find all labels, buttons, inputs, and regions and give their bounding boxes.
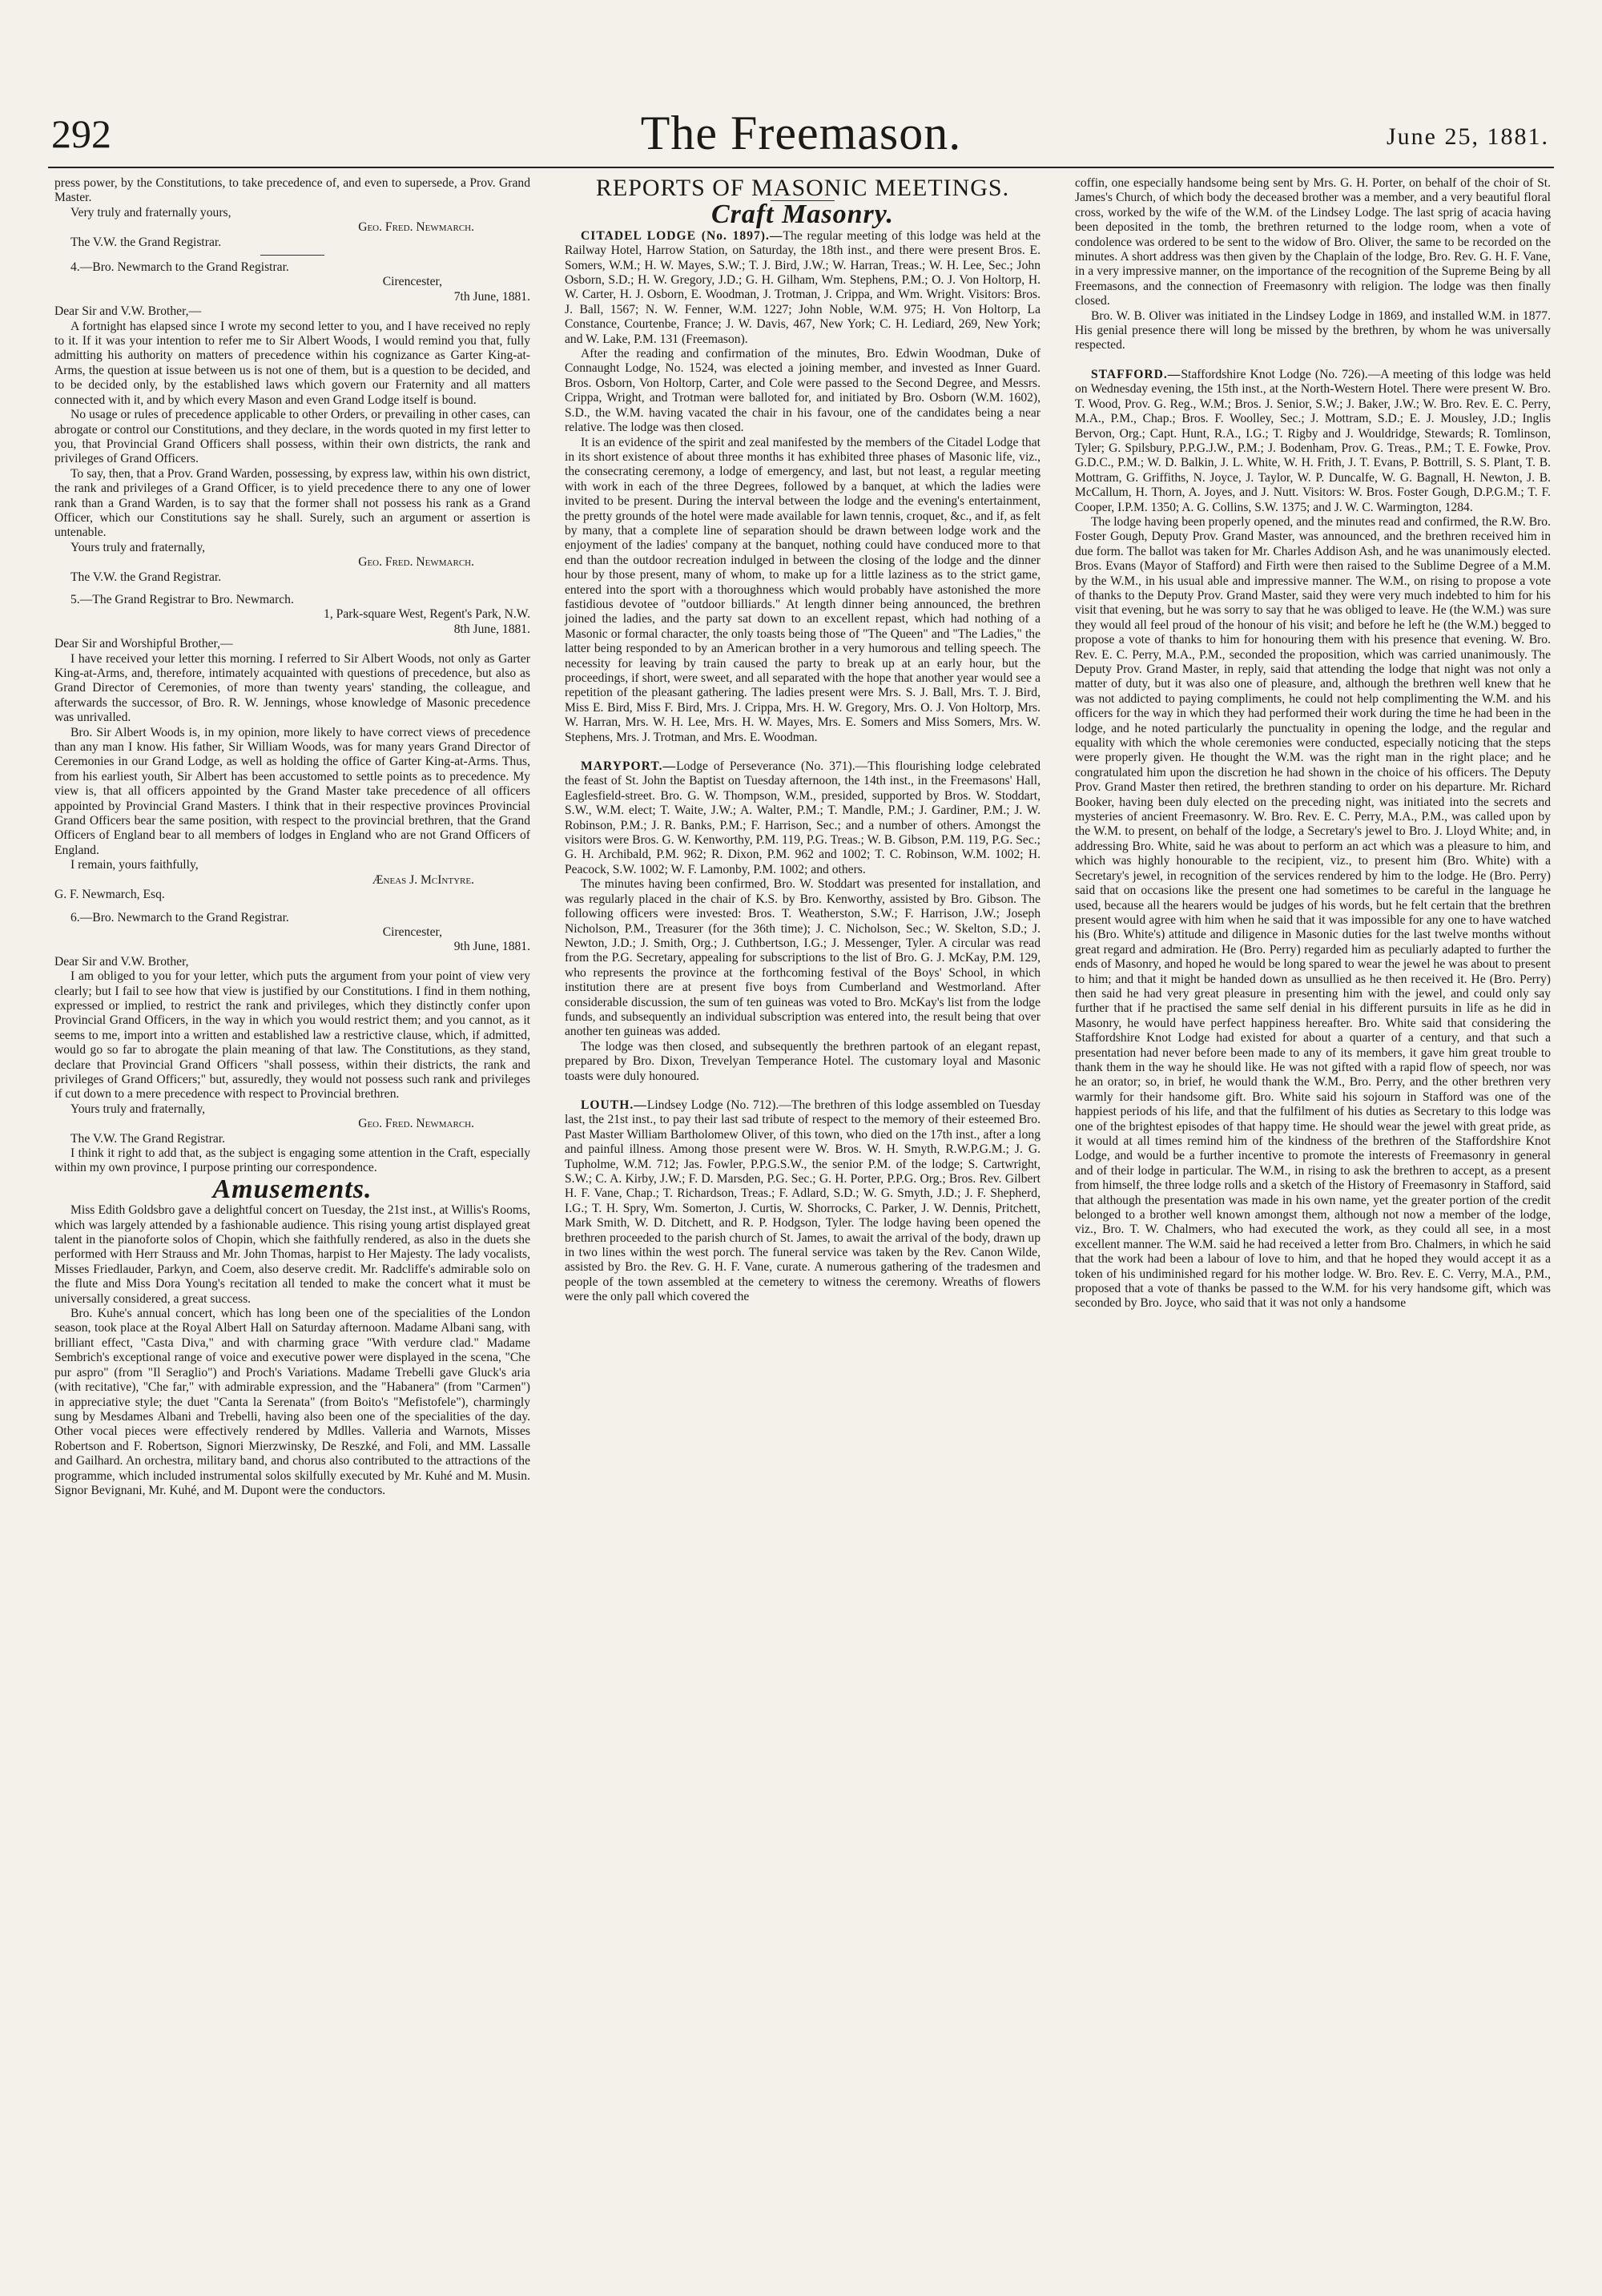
letter-close: I remain, yours faithfully,	[70, 858, 199, 872]
addressee: The V.W. the Grand Registrar.	[70, 235, 222, 249]
report-heading: STAFFORD.—	[1091, 367, 1181, 381]
letter-heading: 5.—The Grand Registrar to Bro. Newmarch.	[70, 592, 294, 606]
paragraph: Bro. W. B. Oliver was initiated in the Lindsey Lodge in 1869, and installed W.M. in 1877. His genial presence there will long be missed by the brethren, by whom he was universally respected.	[1075, 308, 1551, 352]
paragraph: Very truly and fraternally yours,	[70, 205, 231, 220]
report-text: Staffordshire Knot Lodge (No. 726).—A meeting of this lodge was held on Wednesday evening, the 15th inst., at the North-Western Hotel. There were present W. Bro. T. Wood, Prov. G. Reg., W.M.; Bros. J. Senior, S.W.; J. Baker, J.W.; W. Bro. Rev. E. C. Perry, M.A., P.M., Chap.; Bros. F. Woolley, Sec.; J. Mottram, S.D.; E. J. Mousley, J.D.; Inglis Bervon, Org.; Capt. Hunt, R.A., I.G.; T. Rigby and J. Wouldridge, Stewards; R. Tomlinson, Tyler; G. Spilsbury, P.P.G.J.W., P.M.; J. Bodenham, Prov. G. Treas., P.M.; T. E. Fowke, Prov. G.D.C., P.M.; W. D. Balkin, J. L. White, W. H. Frith, J. T. Evans, P. Bottrill, S. S. Plant, T. B. Mottram, G. Griffiths, N. Joyce, J. Taylor, W. P. Duncalfe, W. G. Bagnall, H. Newton, J. B. McCallum, H. Thorn, A. Joyes, and J. Nutt. Visitors: W. Bros. Foster Gough, D.P.G.M.; T. F. Cooper, I.P.M. 1350; A. G. Collins, S.W. 1375; and J. W. C. Warmington, 1284.	[1075, 367, 1551, 514]
spacer	[54, 585, 530, 593]
letter-place: Cirencester,	[382, 275, 442, 289]
addressee: The V.W. the Grand Registrar.	[70, 570, 222, 584]
page-number: 292	[51, 111, 111, 156]
paragraph: No usage or rules of precedence applicable to other Orders, or prevailing in other cases, can abrogate or control our Constitutions, and they declare, in the words quoted in my first letter to you, that Provincial Grand Officers shall possess, within their own districts, the rank and privileges of Grand Officers.	[54, 408, 530, 466]
signature: Æneas J. McIntyre.	[372, 872, 474, 887]
paragraph: The minutes having been confirmed, Bro. W. Stoddart was presented for installation, and was regularly placed in the chair of K.S. by Bro. Kenworthy, assisted by Bro. Gibson. The following officers were invested: Bros. T. Weatherston, S.W.; F. Harrison, J.W.; Joseph Nicholson, P.M., Treasurer (for the 36th time); J. C. Nicholson, Sec.; W. Skelton, S.D.; J. Newton, J.D.; J. Smith, Org.; J. Cuthbertson, I.G.; J. Messenger, Tyler. A circular was read from the P.G. Secretary, appealing for subscriptions to the list of Bro. G. J. McKay, P.M. 129, who represents the province at the forthcoming festival of the Boys' School, in which institution there are at present five boys from Cumberland and Westmorland. After considerable discussion, the sum of ten guineas was voted to Bro. McKay's list from the lodge funds, and subsequently an individual subscription was entered into, the result being that over another ten guineas was added.	[565, 877, 1040, 1039]
report-heading: CITADEL LODGE (No. 1897).—	[581, 228, 783, 243]
spacer	[565, 1084, 1040, 1098]
letter-close: Yours truly and fraternally,	[70, 540, 206, 554]
addressee: G. F. Newmarch, Esq.	[54, 888, 165, 902]
signature: Geo. Fred. Newmarch.	[358, 220, 474, 235]
newspaper-title: The Freemason.	[640, 107, 962, 159]
paragraph: I think it right to add that, as the subject is engaging some attention in the Craft, especially within my own province, I purpose printing our correspondence.	[54, 1146, 530, 1175]
paragraph: It is an evidence of the spirit and zeal manifested by the members of the Citadel Lodge that in its short existence of about three months it has exhibited three phases of Masonic life, viz., the consecrating ceremony, a lodge of emergency, and last, but not least, a regular meeting with work in each of the three Degrees, followed by a banquet, at which the ladies were invited to be present. During the interval between the lodge and the evening's entertainment, the pretty grounds of the hotel were made available for lawn tennis, croquet, &c., and if, as felt by many, that a complete line of separation should be drawn between lodge work and the enjoyment of the ladies' company at the banquet, nothing could have conduced more to that end than the outdoor recreation indulged in between the closing of the lodge and the dinner hour by those present, many of whom, to make up for a little laziness as to the strict game, entered into the sport with a thoroughness which would probably have astonished the more fastidious devotee of "outdoor billiards." At length dinner being announced, the brethren joined the ladies, and the party sat down to an excellent repast, which had nothing of a Masonic or formal character, the only toasts being those of "The Queen" and "The Ladies," the latter being responded to by an American brother in a very humorous and telling speech. The necessity for leaving by train caused the party to break up at an early hour, but the proceedings, if short, were sweet, and all separated with the hope that another year would see a repetition of the pleasant gathering. The ladies present were Mrs. S. J. Ball, Mrs. T. J. Bird, Miss E. Bird, Miss F. Bird, Mrs. J. Crippa, Mrs. H. W. Gregory, Mrs. O. J. Von Holtorp, Mrs. W. Harran, Mrs. W. H. Lee, Mrs. H. W. Mayes, Mrs. E. Somers and Miss Somers, Mrs. W. Stephens, Mrs. J. Trotman, and Mrs. E. Woodman.	[565, 435, 1040, 744]
section-heading-amusements: Amusements.	[212, 1174, 372, 1204]
spacer	[54, 903, 530, 911]
letter-place: Cirencester,	[382, 924, 442, 939]
paragraph: A fortnight has elapsed since I wrote my second letter to you, and I have received no reply to it. If it was your intention to refer me to Sir Albert Woods, I would remind you that, fully admitting his authority on matters of precedence within his cognizance as Garter King-at-Arms, the question at issue between us is not one of them, but is a question to be decided, and to be decided only, by the established laws which govern our Fraternity and all matters connected with it, and by which every Mason and even Grand Lodge itself is bound.	[54, 319, 530, 407]
letter-date: 8th June, 1881.	[453, 622, 530, 636]
paragraph: I have received your letter this morning. I referred to Sir Albert Woods, not only as Garter King-at-Arms, and, therefore, intimately acquainted with questions of precedence, but also as Grand Director of Ceremonies, of more than twenty years' standing, the colleague, and afterwards the successor, of Bro. R. W. Jennings, whose knowledge of Masonic precedence was unrivalled.	[54, 651, 530, 725]
column-1	[54, 176, 530, 1498]
letter-salutation: Dear Sir and V.W. Brother,	[54, 954, 189, 969]
report-text: Lindsey Lodge (No. 712).—The brethren of this lodge assembled on Tuesday last, the 21st inst., to pay their last sad tribute of respect to the memory of their esteemed Bro. Past Master William Bartholomew Oliver, of this town, who died on the 17th inst., after a long and painful illness. Among those present were W. Bros. W. H. Smyth, R.W.P.G.M.; J. G. Tupholme, W.M. 712; Jas. Fowler, P.P.G.S.W., the senior P.M. of the lodge; S. Cartwright, S.W.; C. A. Kirby, J.W.; F. D. Marsden, P.G. Sec.; G. H. Porter, P.P.G. Org.; Bros. Rev. Gilbert H. F. Vane, Chap.; T. Richardson, Treas.; F. Adlard, S.D.; W. G. Smyth, J.D.; J. F. Shepherd, I.G.; T. H. Spry, Wm. Somerton, J. Curtis, W. Shorrocks, C. Parker, J. W. Dennis, Pritchett, Mark Smith, W. D. Ditchett, and R. P. Hodgson, Tyler. The lodge having been opened the brethren proceeded to the parish church of St. James, to await the arrival of the body, drawn up in two lines within the west porch. The funeral service was taken by the Rev. Canon Wilde, assisted by Bro. the Rev. G. H. F. Vane, curate. A numerous gathering of the tradesmen and people of the town assembled at the cemetery to witness the ceremony. Wreaths of flowers were the only pall which covered the	[565, 1098, 1040, 1304]
letter-heading: 4.—Bro. Newmarch to the Grand Registrar.	[70, 260, 289, 275]
paragraph: Miss Edith Goldsbro gave a delightful concert on Tuesday, the 21st inst., at Willis's Rooms, which was largely attended by a fashionable audience. This rising young artist displayed great talent in the pianoforte solos of Chopin, which she faithfully rendered, as also in the duets she performed with Herr Strauss and Mr. John Thomas, harpist to Her Majesty. The lady vocalists, Misses Friedlauder, Parkyn, and Coem, also deserve credit. Mr. Radcliffe's admirable solo on the flute and Miss Dora Young's recitation all tended to make the concert what it must be universally considered, a great success.	[54, 1203, 530, 1306]
letter-date: 9th June, 1881.	[453, 940, 530, 954]
report-text: Lodge of Perseverance (No. 371).—This flourishing lodge celebrated the feast of St. John the Baptist on Tuesday afternoon, the 14th inst., in the Freemasons' Hall, Eaglesfield-street. Bro. G. W. Thompson, W.M., presided, supported by Bros. W. Stoddart, S.W., W.M. elect; T. Waite, J.W.; A. Walter, P.M.; T. Mandle, P.M.; J. Gardiner, P.M.; J. W. Robinson, P.M.; J. R. Banks, P.M.; F. Harrison, Sec.; and a number of others. Amongst the visitors were Bros. G. W. Kenworthy, P.M. 119, P.G. Treas.; W. B. Gibson, P.M. 119, P.G. Sec.; G. H. Archibald, P.M. 962; R. Dixon, P.M. 962 and 1002; T. C. Robinson, W.M. 1002; H. Peacock, S.W. 1002; W. F. Lamonby, P.M. 1002; and others.	[565, 759, 1040, 876]
signature: Geo. Fred. Newmarch.	[358, 1117, 474, 1131]
paragraph: To say, then, that a Prov. Grand Warden, possessing, by express law, within his own district, the rank and privileges of a Grand Officer, is to yield precedence there to any one of lower rank than a Grand Warden, is to say that the former shall not possess his rank as a Grand Officer, which our Constitutions say he shall. Surely, such an argument or assertion is untenable.	[54, 466, 530, 540]
paragraph: coffin, one especially handsome being sent by Mrs. G. H. Porter, on behalf of the choir of St. James's Church, of which body the deceased brother was a member, and a very beautiful floral cross, worked by the wife of the W.M. of the Lindsey Lodge. The last sprig of acacia having been deposited in the tomb, the brethren returned to the lodge room, when a vote of condolence was ordered to be sent to the widow of Bro. Oliver, the same to be recorded on the minutes. A short address was then given by the Chaplain of the lodge, Bro. Rev. G. H. F. Vane, in a very impressive manner, on the importance of the recognition of the Supreme Being by all Freemasons, and the connection of Freemasonry with religion. The lodge was then finally closed.	[1075, 176, 1551, 308]
paragraph: Bro. Sir Albert Woods is, in my opinion, more likely to have correct views of precedence than any man I know. His father, Sir William Woods, was for many years Grand Director of Ceremonies in our Grand Lodge, as well as holding the office of Garter King-at-Arms. Thus, from his earliest youth, Sir Albert has been accustomed to settle points as to precedence. My view is, that all officers appointed by the Grand Master take precedence of all officers appointed by Provincial Grand Masters. I think that in their respective provinces Provincial Grand Officers bear the same position, with respect to the provincial brethren, that the Grand Officers of England bear to all members of lodges in England who are not Grand Officers of England.	[54, 725, 530, 857]
masthead	[48, 103, 1554, 168]
column-2	[565, 176, 1040, 1305]
issue-date: June 25, 1881.	[1387, 123, 1549, 150]
column-3	[1075, 176, 1551, 1311]
letter-heading: 6.—Bro. Newmarch to the Grand Registrar.	[70, 910, 289, 924]
report-heading: MARYPORT.—	[581, 759, 677, 774]
report-heading: LOUTH.—	[581, 1098, 647, 1112]
letter-salutation: Dear Sir and Worshipful Brother,—	[54, 637, 233, 651]
report-paragraph	[565, 1098, 1040, 1305]
paragraph: press power, by the Constitutions, to take precedence of, and even to supersede, a Prov. Grand Master.	[54, 176, 530, 205]
letter-date: 7th June, 1881.	[453, 289, 530, 304]
section-heading-craft: Craft Masonry.	[710, 199, 895, 230]
report-paragraph	[565, 229, 1040, 347]
paragraph: The lodge was then closed, and subsequently the brethren partook of an elegant repast, prepared by Bro. Dixon, Trevelyan Temperance Hotel. The customary loyal and Masonic toasts were duly honoured.	[565, 1039, 1040, 1083]
section-heading-reports: REPORTS OF MASONIC MEETINGS.	[595, 175, 1010, 201]
divider	[260, 255, 324, 256]
letter-place: 1, Park-square West, Regent's Park, N.W.	[324, 607, 530, 622]
report-paragraph	[565, 759, 1040, 877]
signature: Geo. Fred. Newmarch.	[358, 555, 474, 570]
report-paragraph	[1075, 368, 1551, 515]
paragraph: I am obliged to you for your letter, which puts the argument from your point of view very clearly; but I fail to see how that view is justified by our Constitutions. I find in them nothing, expressed or implied, to restrict the rank and privileges, which they distinctly confer upon Provincial Grand Officers, in the way in which you would restrict them; and you cannot, as it seems to me, import into a written and established law a restrictive clause, which, if admitted, would go so far to abrogate the plain meaning of that law. The Constitutions, as they stand, declare that Provincial Grand Officers "shall possess, within their districts, the rank and privileges of Grand Officers;" but, assuredly, they would not possess such rank and privileges if cut down to a mere precedence with respect to Provincial brethren.	[54, 969, 530, 1102]
addressee: The V.W. The Grand Registrar.	[70, 1131, 226, 1146]
paragraph: After the reading and confirmation of the minutes, Bro. Edwin Woodman, Duke of Connaught Lodge, No. 1524, was elected a joining member, and invested as Inner Guard. Bros. Osborn, Von Holtorp, Carter, and Cole were passed to the Second Degree, and Messrs. Crippa, Wright, and Trotman were balloted for, and initiated by Bro. Osborn (W.M. 1602), S.D., the W.M. having vacated the chair in his favour, one of the candidates being a near relative. The lodge was then closed.	[565, 347, 1040, 435]
letter-salutation: Dear Sir and V.W. Brother,—	[54, 304, 202, 319]
spacer	[565, 745, 1040, 759]
paragraph: Bro. Kuhe's annual concert, which has long been one of the specialities of the London season, took place at the Royal Albert Hall on Saturday afternoon. Madame Albani sang, with brilliant effect, "Casta Diva," and with charming grace "With verdure clad." Madame Sembrich's exceptional range of voice and executive power were displayed in the scena, "Che pur aspro" (from "Il Seraglio") and Proch's Variations. Madame Trebelli gave Gluck's aria (with recitative), "Che far," with admirable expression, and the "Habanera" (from "Carmen") in appreciative style; the duet "Canta la Serenata" (from Boito's "Mefistofele"), charmingly sung by Mesdames Albani and Trebelli, having also been one of the specialities of the day. Other vocal pieces were effectively rendered by Mdlles. Valleria and Warnots, Misses Robertson and F. Robertson, Signori Mierzwinsky, De Reszké, and Foli, and MM. Lassalle and Gailhard. An orchestra, military band, and chorus also contributed to the attractions of the programme, which included instrumental solos skilfully executed by Mr. Kuhé and M. Musin. Signor Bevignani, Mr. Kuhé, and M. Dupont were the conductors.	[54, 1307, 530, 1497]
report-text: The regular meeting of this lodge was held at the Railway Hotel, Harrow Station, on Saturday, the 18th inst., and there were present Bros. E. Somers, W.M.; H. W. Mayes, S.W.; T. J. Bird, J.W.; W. Harran, Treas.; W. H. Lee, Sec.; John Osborn, S.D.; H. W. Gregory, J.D.; G. H. Gilham, Wm. Stephens, P.M.; O. J. Von Holtorp, H. W. Carter, H. J. Osborn, E. Woodman, J. Trotman, J. Crippa, and Wm. Wright. Visitors: Bros. J. Ball, 1567; N. W. Fenner, W.M. 1227; John Noble, W.M. 975; H. Von Holtorp, La Constance, Courtenbe, France; J. W. Davis, 467, New York; C. H. Lediard, 269, New York; and W. Lake, P.M. 131 (Freemason).	[565, 228, 1041, 346]
spacer	[1075, 353, 1551, 368]
paragraph: The lodge having been properly opened, and the minutes read and confirmed, the R.W. Bro. Foster Gough, Deputy Prov. Grand Master, was announced, and the brethren received him in due form. The ballot was taken for Mr. Charles Addison Ash, and he was unanimously elected. Bros. Evans (Mayor of Stafford) and Firth were then raised to the Sublime Degree of a M.M. by the W.M., in his usual able and impressive manner. The W.M., on rising to propose a vote of thanks to the Deputy Prov. Grand Master, said they were very much indebted to him for his visit that evening, but he was sorry to say that he was obliged to leave. He (the W.M.) was sure they would all feel proud of the honour of his visit; and before he left he (the W.M.) begged to propose a vote of thanks to him for honouring them with his presence that evening. W. Bro. Rev. E. C. Perry, M.A., P.M., seconded the proposition, which was carried unanimously. The Deputy Prov. Grand Master, in reply, said that attending the lodge that night was not only a matter of duty, but it was also one of pleasure, and, although the brethren well knew that he was not addicted to paying compliments, he could not help complimenting the W.M. and his officers for the way in which they had performed their work during the time he had been in the lodge, and he noted particularly the punctuality in opening the lodge, and the regular and equality with which the whole ceremonies were conducted, especially noticing that the steps were properly given. He thought the W.M. was the right man in the right place; and he congratulated him upon the discretion he had shown in the choice of his officers. The Deputy Prov. Grand Master then retired, the brethren standing to order on his departure. Mr. Richard Booker, having been duly elected on the preceding night, was initiated into the secrets and mysteries of ancient Freemasonry. W. Bro. Rev. E. C. Perry, M.A., P.M., was called upon by the W.M. to present, on behalf of the lodge, a Secretary's jewel to Bro. J. Lloyd White; and, in addressing Bro. White, said he was about to perform an act which was a pleasure to him, and which was highly honourable to the recipient, viz., to present him (Bro. White) with a Secretary's jewel, in recognition of the services rendered by him to the lodge. He (Bro. Perry) said that on occasions like the present one had sometimes to be careful in the language he used, because all the hearers would be judges of his words, but he felt certain that the brethren present would agree with him when he said that it was impossible for any one to have watched his (Bro. White's) attitude and diligence in Masonic duties for the last twelve months without great regard and admiration. He (Bro. Perry) regarded him as peculiarly adapted to further the ends of Masonry, and hoped he would be long spared to wear the jewel he was about to present to him; and that it might be handed down as unsullied as he then received it. He (Bro. Perry) then said he had very great pleasure in presenting him with the jewel, and could only say further that if he practised the same self denial in his different pursuits in life as he did in Masonry, he would have perfect happiness hereafter. Bro. White said that considering the Staffordshire Knot Lodge had existed for about a quarter of a century, and that such a presentation had never before been made to any of its members, it gave him great trouble to thank them in the way he should like. He was not gifted with a rapid flow of speech, nor was he an orator; so, in brief, he would thank the W.M., Bro. Perry, and the other brethren very warmly for their handsome gift. Bro. White said his sojourn in Stafford was one of the happiest periods of his life, and that the fulfilment of his duties as Secretary to this lodge was one of the brightest episodes of that happy time. He should wear the jewel with great pride, as it would at all times remind him of the kindness of the brethren of the Staffordshire Knot Lodge, and would be a further incentive to promote the interests of Freemasonry in general and of their lodge in particular. The W.M., in rising to ask the brethren to accept, as a present from himself, the three lodge rolls and a sketch of the History of Freemasonry in Stafford, said that although the presentation was made in his own name, yet the greater portion of the credit belonged to a brother well known amongst them, although not now a member of the lodge, viz., Bro. T. W. Chalmers, who had executed the work, as they could all see, in a most excellent manner. The W.M. said he had received a letter from Bro. Chalmers, in which he said that the work had been a labour of love to him, and that he hoped they would accept it as a token of his undiminished regard for his mother lodge. W. Bro. Rev. E. C. Verry, M.A., P.M., proposed that a vote of thanks be passed to the W.M. for his very handsome gift, which was seconded by Bro. Joyce, who said that it was not only a handsome	[1075, 514, 1551, 1311]
letter-close: Yours truly and fraternally,	[70, 1102, 206, 1116]
